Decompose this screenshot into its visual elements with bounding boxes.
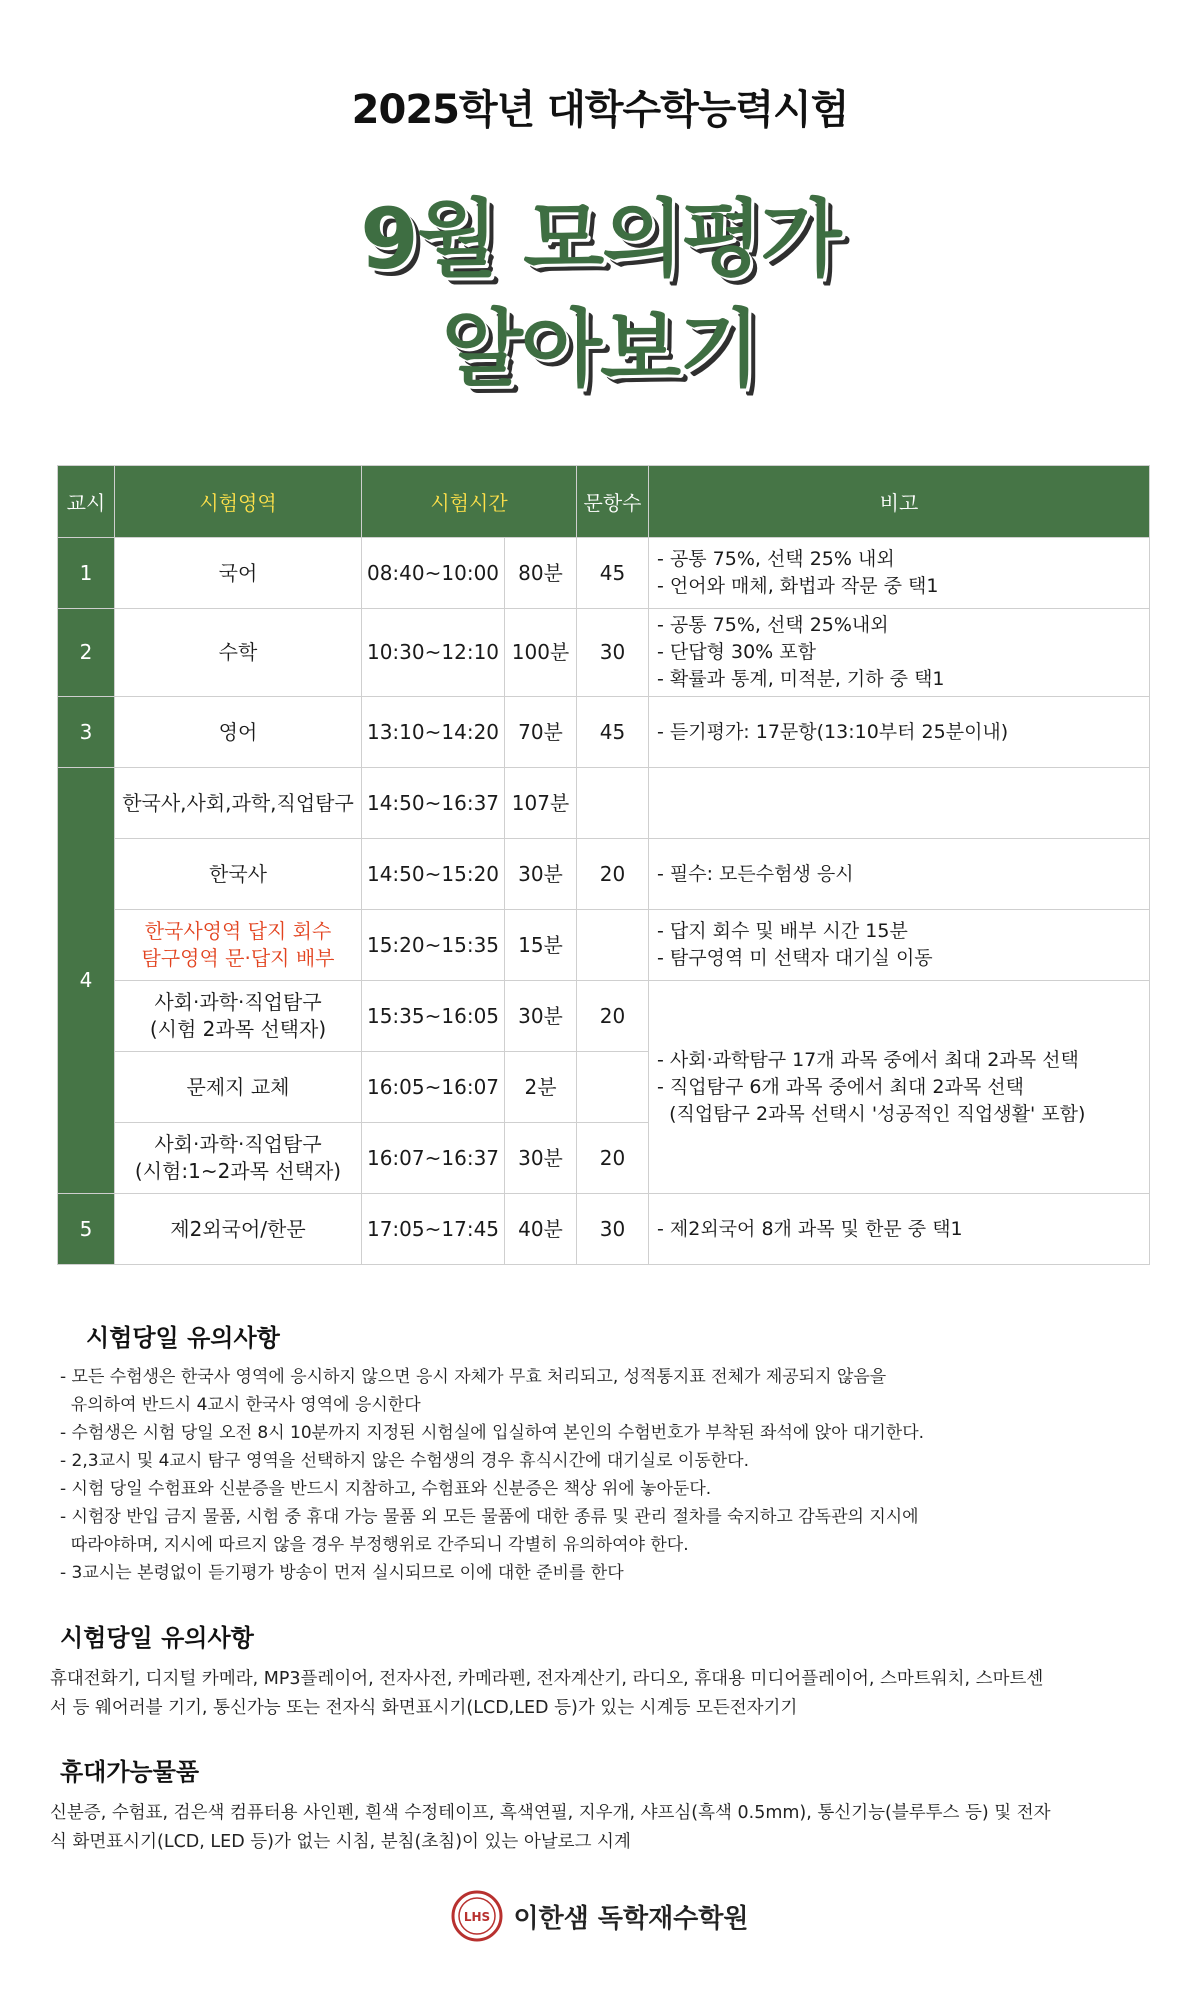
- exam-day-notes-section: [0, 1318, 1200, 1587]
- section-title: 시험당일 유의사항: [86, 1324, 280, 1352]
- count-cell: [577, 768, 649, 839]
- duration-cell: 15분: [505, 910, 577, 981]
- notes-cell-merged: [649, 981, 1150, 1194]
- main-title-line2: 알아보기: [441, 300, 759, 398]
- period-cell: 5: [58, 1194, 115, 1265]
- header-period: 교시: [58, 466, 115, 538]
- text-line: 서 등 웨어러블 기기, 통신가능 또는 전자식 화면표시기(LCD,LED 등)가 있는 시계등 모든전자기기: [50, 1698, 798, 1718]
- section-title: 휴대가능물품: [60, 1758, 200, 1786]
- count-cell: 20: [577, 1123, 649, 1194]
- main-title-line1: 9월 모의평가: [360, 190, 840, 288]
- list-item: 따라야하며, 지시에 따르지 않을 경우 부정행위로 간주되니 각별히 유의하여야 한다.: [60, 1535, 689, 1555]
- subject-cell: 제2외국어/한문: [115, 1194, 362, 1265]
- text-line: 식 화면표시기(LCD, LED 등)가 없는 시침, 분침(초침)이 있는 아날로그 시계: [50, 1832, 631, 1852]
- section-title: 시험당일 유의사항: [60, 1624, 254, 1652]
- table-header-row: [58, 466, 1150, 538]
- text-line: 휴대전화기, 디지털 카메라, MP3플레이어, 전자사전, 카메라펜, 전자계산기, 라디오, 휴대용 미디어플레이어, 스마트워치, 스마트센: [50, 1669, 1044, 1689]
- table-row: [58, 981, 1150, 1052]
- note-line: - 사회·과학탐구 17개 과목 중에서 최대 2과목 선택: [657, 1048, 1079, 1071]
- table-row: [58, 1194, 1150, 1265]
- count-cell: [577, 1052, 649, 1123]
- note-line: (직업탐구 2과목 선택시 '성공적인 직업생활' 포함): [657, 1102, 1086, 1125]
- notes-cell: [649, 768, 1150, 839]
- period-cell: 1: [58, 538, 115, 609]
- count-cell: 45: [577, 538, 649, 609]
- note-line: - 필수: 모든수험생 응시: [657, 862, 854, 885]
- time-cell: 14:50~16:37: [362, 768, 505, 839]
- allowed-items-text: [50, 1799, 1200, 1857]
- time-cell: 17:05~17:45: [362, 1194, 505, 1265]
- text-line: 신분증, 수험표, 검은색 컴퓨터용 사인펜, 흰색 수정테이프, 흑색연필, 지우개, 샤프심(흑색 0.5mm), 통신기능(블루투스 등) 및 전자: [50, 1803, 1051, 1823]
- list-item: - 시험장 반입 금지 물품, 시험 중 휴대 가능 물품 외 모든 물품에 대한 종류 및 관리 절차를 숙지하고 감독관의 지시에: [60, 1507, 919, 1527]
- banned-items-text: [50, 1665, 1200, 1723]
- duration-cell: 40분: [505, 1194, 577, 1265]
- table-row: [58, 839, 1150, 910]
- period-cell: 2: [58, 609, 115, 697]
- subject-line: 사회·과학·직업탐구: [154, 1132, 322, 1156]
- subject-line: 한국사영역 답지 회수: [144, 919, 332, 943]
- duration-cell: 30분: [505, 1123, 577, 1194]
- duration-cell: 80분: [505, 538, 577, 609]
- count-cell: 20: [577, 981, 649, 1052]
- table-row: [58, 538, 1150, 609]
- period-cell: 3: [58, 697, 115, 768]
- notes-cell: [649, 910, 1150, 981]
- time-cell: 15:20~15:35: [362, 910, 505, 981]
- note-line: - 직업탐구 6개 과목 중에서 최대 2과목 선택: [657, 1075, 1024, 1098]
- emblem-text: LHS: [464, 1910, 491, 1924]
- notes-list: [60, 1363, 1200, 1587]
- subject-line: (시험:1~2과목 선택자): [134, 1159, 342, 1183]
- notes-cell: [649, 839, 1150, 910]
- time-cell: 10:30~12:10: [362, 609, 505, 697]
- table-row: [58, 910, 1150, 981]
- note-line: - 듣기평가: 17문항(13:10부터 25분이내): [657, 720, 1009, 743]
- table-row: [58, 609, 1150, 697]
- subject-line: (시험 2과목 선택자): [149, 1017, 327, 1041]
- count-cell: 45: [577, 697, 649, 768]
- duration-cell: 70분: [505, 697, 577, 768]
- duration-cell: 30분: [505, 981, 577, 1052]
- header-notes: 비고: [649, 466, 1150, 538]
- subject-cell: [115, 1123, 362, 1194]
- header-subject: 시험영역: [115, 466, 362, 538]
- academy-emblem-icon: [451, 1890, 503, 1942]
- list-item: 유의하여 반드시 4교시 한국사 영역에 응시한다: [60, 1395, 421, 1415]
- notes-cell: [649, 609, 1150, 697]
- count-cell: 20: [577, 839, 649, 910]
- academy-logo: [0, 1890, 1200, 1942]
- list-item: - 3교시는 본령없이 듣기평가 방송이 먼저 실시되므로 이에 대한 준비를 한다: [60, 1563, 624, 1583]
- note-line: - 답지 회수 및 배부 시간 15분: [657, 920, 908, 942]
- table-row: [58, 768, 1150, 839]
- subject-cell: [115, 910, 362, 981]
- count-cell: 30: [577, 609, 649, 697]
- subject-cell: [115, 981, 362, 1052]
- subject-cell: 수학: [115, 609, 362, 697]
- note-line: - 탐구영역 미 선택자 대기실 이동: [657, 947, 933, 969]
- duration-cell: 107분: [505, 768, 577, 839]
- duration-cell: 30분: [505, 839, 577, 910]
- note-line: - 제2외국어 8개 과목 및 한문 중 택1: [657, 1217, 963, 1240]
- note-line: - 언어와 매체, 화법과 작문 중 택1: [657, 575, 939, 597]
- subject-line: 사회·과학·직업탐구: [154, 990, 322, 1014]
- list-item: - 수험생은 시험 당일 오전 8시 10분까지 지정된 시험실에 입실하여 본인의 수험번호가 부착된 좌석에 앉아 대기한다.: [60, 1423, 925, 1443]
- subject-line: 탐구영역 문·답지 배부: [141, 946, 335, 970]
- subject-cell: 한국사,사회,과학,직업탐구: [115, 768, 362, 839]
- header-count: 문항수: [577, 466, 649, 538]
- subject-cell: 한국사: [115, 839, 362, 910]
- time-cell: 13:10~14:20: [362, 697, 505, 768]
- note-line: - 공통 75%, 선택 25% 내외: [657, 548, 895, 570]
- note-line: - 단답형 30% 포함: [657, 641, 816, 663]
- count-cell: [577, 910, 649, 981]
- academy-name: 이한샘 독학재수학원: [513, 1903, 749, 1934]
- subject-cell: 문제지 교체: [115, 1052, 362, 1123]
- note-line: - 확률과 통계, 미적분, 기하 중 택1: [657, 668, 945, 690]
- list-item: - 모든 수험생은 한국사 영역에 응시하지 않으면 응시 자체가 무효 처리되고, 성적통지표 전체가 제공되지 않음을: [60, 1367, 887, 1387]
- time-cell: 14:50~15:20: [362, 839, 505, 910]
- allowed-items-section: [0, 1752, 1200, 1857]
- notes-cell: [649, 1194, 1150, 1265]
- table-row: [58, 697, 1150, 768]
- count-cell: 30: [577, 1194, 649, 1265]
- duration-cell: 100분: [505, 609, 577, 697]
- duration-cell: 2분: [505, 1052, 577, 1123]
- time-cell: 08:40~10:00: [362, 538, 505, 609]
- time-cell: 15:35~16:05: [362, 981, 505, 1052]
- subject-cell: 국어: [115, 538, 362, 609]
- subject-cell: 영어: [115, 697, 362, 768]
- notes-cell: [649, 538, 1150, 609]
- notes-cell: [649, 697, 1150, 768]
- time-cell: 16:07~16:37: [362, 1123, 505, 1194]
- note-line: - 공통 75%, 선택 25%내외: [657, 614, 889, 636]
- schedule-table: [57, 465, 1150, 1265]
- list-item: - 2,3교시 및 4교시 탐구 영역을 선택하지 않은 수험생의 경우 휴식시간에 대기실로 이동한다.: [60, 1451, 750, 1471]
- time-cell: 16:05~16:07: [362, 1052, 505, 1123]
- list-item: - 시험 당일 수험표와 신분증을 반드시 지참하고, 수험표와 신분증은 책상 위에 놓아둔다.: [60, 1479, 712, 1499]
- year-title: 2025학년 대학수학능력시험: [351, 87, 849, 133]
- header-time: 시험시간: [362, 466, 577, 538]
- banned-items-section: [0, 1618, 1200, 1723]
- period-cell: 4: [58, 768, 115, 1194]
